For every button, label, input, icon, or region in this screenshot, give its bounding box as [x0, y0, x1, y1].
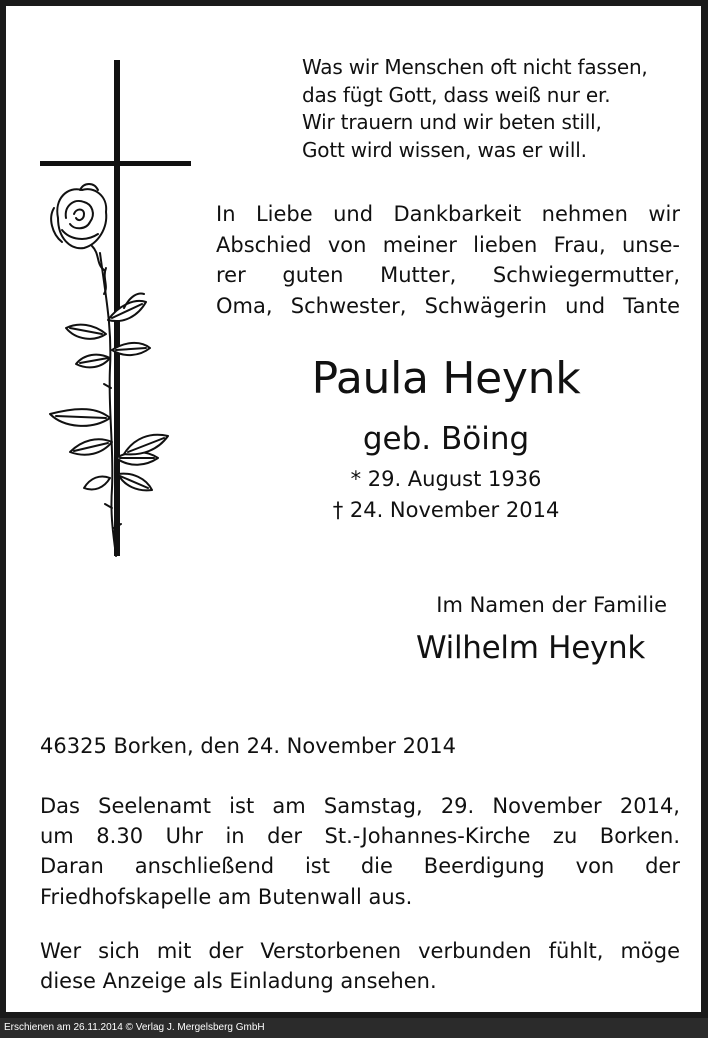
- service-line: um 8.30 Uhr in der St.-Johannes-Kirche zu Borken.: [40, 824, 680, 849]
- family-intro: Im Namen der Familie: [436, 593, 667, 617]
- publication-footer: Erschienen am 26.11.2014 © Verlag J. Mergelsberg GmbH: [0, 1018, 708, 1038]
- farewell-intro: [216, 199, 680, 321]
- family-signatory: Wilhelm Heynk: [416, 630, 646, 666]
- birth-date: * 29. August 1936: [350, 467, 542, 491]
- verse-line: Was wir Menschen oft nicht fassen,: [302, 55, 648, 79]
- rose-icon: [50, 184, 168, 556]
- intro-line: rer guten Mutter, Schwiegermutter,: [216, 263, 680, 287]
- life-dates: [236, 464, 656, 526]
- service-line: Friedhofskapelle am Butenwall aus.: [40, 884, 413, 909]
- deceased-name: Paula Heynk: [311, 353, 581, 404]
- service-details: [40, 791, 680, 912]
- intro-line: Oma, Schwester, Schwägerin und Tante: [216, 293, 680, 318]
- intro-line: In Liebe und Dankbarkeit nehmen wir: [216, 202, 680, 226]
- cross-icon: [40, 60, 191, 556]
- intro-line: Abschied von meiner lieben Frau, unse-: [216, 232, 680, 257]
- memorial-verse: [302, 54, 702, 164]
- closing-line: diese Anzeige als Einladung ansehen.: [40, 969, 437, 994]
- verse-line: Gott wird wissen, was er will.: [302, 137, 587, 162]
- closing-line: Wer sich mit der Verstorbenen verbunden fühlt, möge: [40, 939, 680, 963]
- closing-note: [40, 936, 680, 996]
- place-and-date: 46325 Borken, den 24. November 2014: [40, 734, 457, 758]
- service-line: Das Seelenamt ist am Samstag, 29. November 2014,: [40, 794, 680, 818]
- verse-line: das fügt Gott, dass weiß nur er.: [302, 82, 611, 107]
- maiden-name: geb. Böing: [362, 421, 530, 457]
- death-date: † 24. November 2014: [332, 498, 560, 522]
- service-line: Daran anschließend ist die Beerdigung von der: [40, 854, 680, 879]
- cross-with-rose-illustration: [34, 58, 199, 563]
- verse-line: Wir trauern und wir beten still,: [302, 110, 602, 134]
